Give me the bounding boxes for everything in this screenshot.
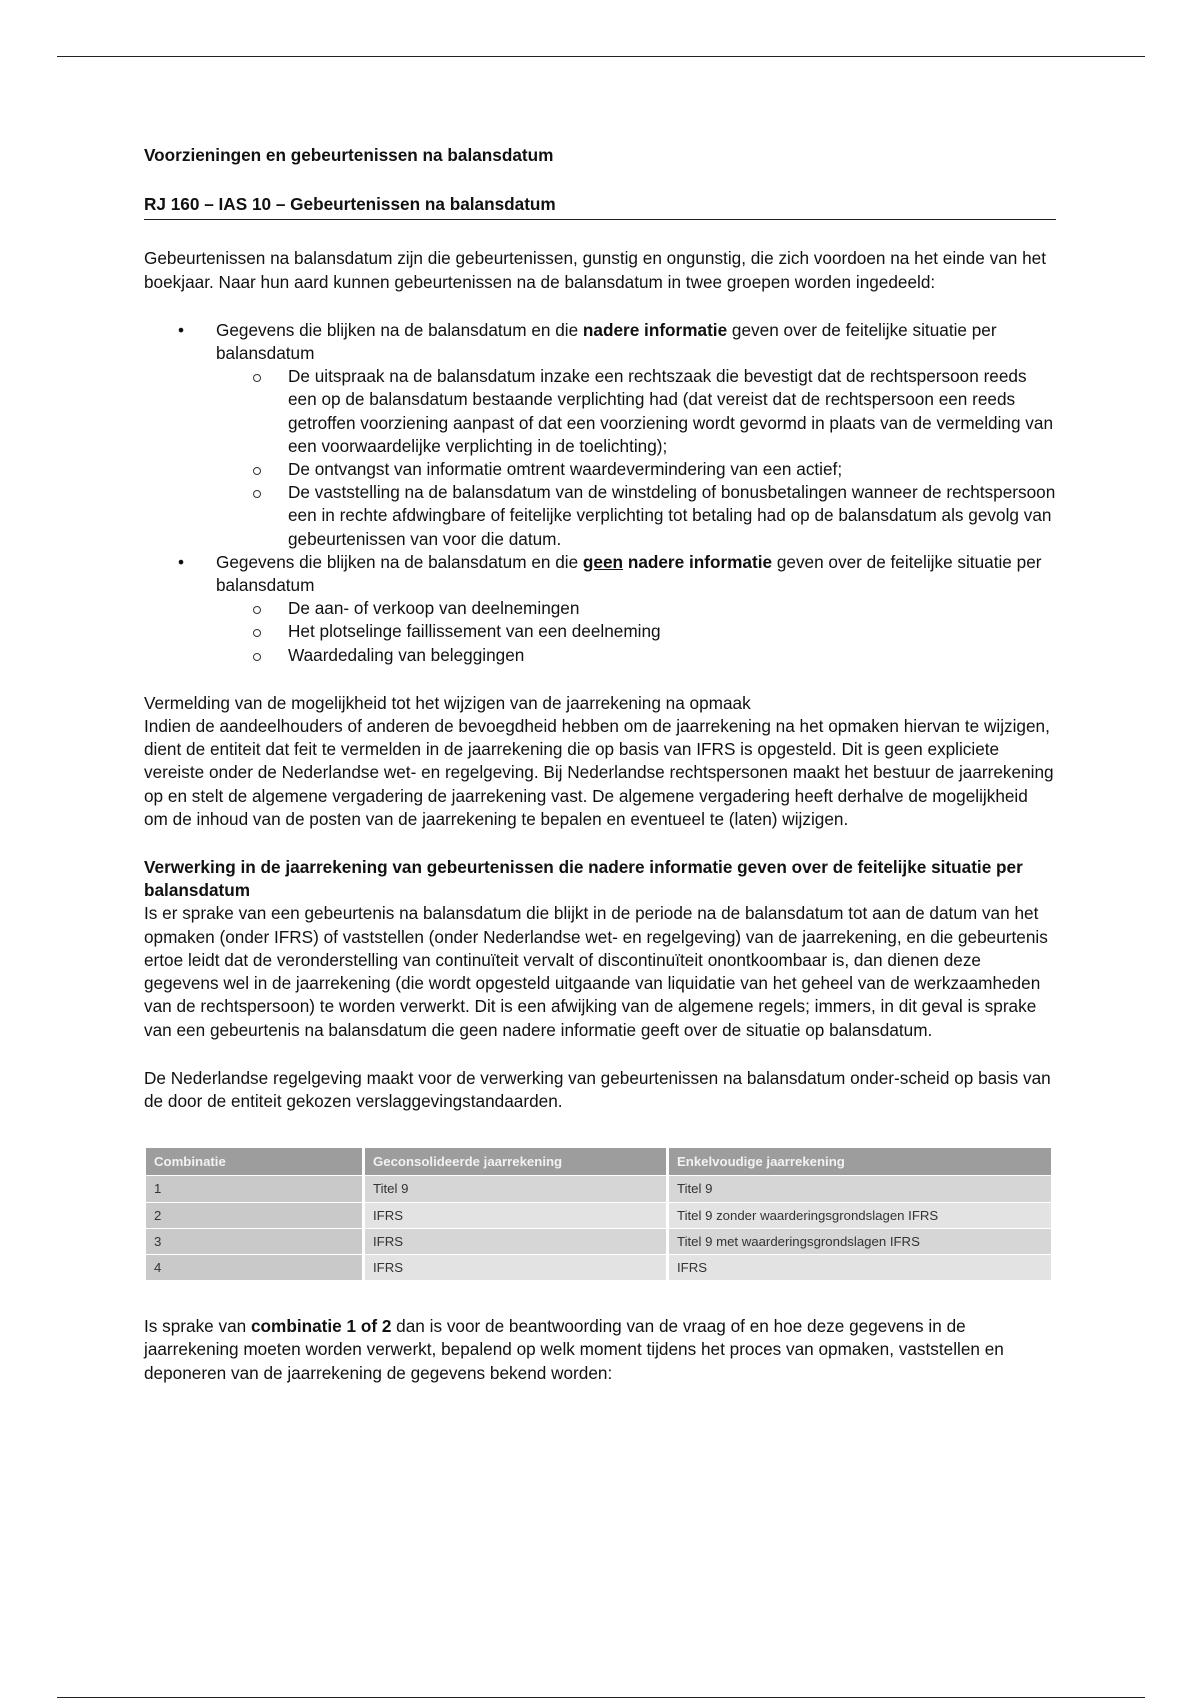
table-row [146, 1176, 1053, 1202]
list-item: Het plotselinge faillissement van een deelneming [216, 620, 1056, 643]
list-item: • Gegevens die blijken na de balansdatum en die nadere informatie geven over de feitelijke situatie per balansdatum De uitspraak na de balansdatum inzake een rechtszaak die bevestigt dat de rechtspersoon reeds een op de balansdatum bestaande verplichting had (dat vereist dat de rechtspersoon een reeds getroffen voorziening aanpast of dat een voorziening wordt gevormd in plaats van de vermelding van een voorwaardelijke verplichting in de toelichting); De ontvangst van informatie omtrent waardevermindering van een actief; De vaststelling na de balansdatum van de winstdeling of bonusbetalingen wanneer de rechtspersoon een in rechte afdwingbare of feitelijke verplichting tot betaling had op de balansdatum als gevolg van gebeurtenissen van voor die datum. [144, 319, 1056, 551]
column-header: Enkelvoudige jaarrekening [668, 1148, 1053, 1176]
table-cell: Titel 9 [364, 1176, 668, 1202]
table-cell: IFRS [364, 1202, 668, 1228]
sub-list [216, 365, 1056, 551]
table-cell: 2 [146, 1202, 364, 1228]
table-cell: Titel 9 [668, 1176, 1053, 1202]
combination-table [146, 1148, 1054, 1280]
table-row [146, 1254, 1053, 1280]
table-cell: IFRS [364, 1228, 668, 1254]
table-row [146, 1202, 1053, 1228]
sub-list [216, 597, 1056, 667]
section-paragraph: Is er sprake van een gebeurtenis na balansdatum die blijkt in de periode na de balansdatum tot aan de datum van het opmaken (onder IFRS) of vaststellen (onder Nederlandse wet- en regelgeving) van de jaarrekening, en die gebeurtenis ertoe leidt dat de veronderstelling van continuïteit vervalt of discontinuïteit onontkoombaar is, dan dienen deze gegevens wel in de jaarrekening (die wordt opgesteld uitgaande van liquidatie van het geheel van de werkzaamheden van de rechtspersoon) te worden verwerkt. Dit is een afwijking van de algemene regels; immers, in dit geval is sprake van een gebeurtenis na balansdatum die geen nadere informatie geeft over de situatie op balansdatum. [144, 903, 1048, 1040]
table-cell: 4 [146, 1254, 364, 1280]
wijzigen-section [144, 692, 1056, 831]
list-item: • Gegevens die blijken na de balansdatum en die geen nadere informatie geven over de feitelijke situatie per balansdatum De aan- of verkoop van deelnemingen Het plotselinge faillissement van een deelneming Waardedaling van beleggingen [144, 551, 1056, 667]
list-item: De vaststelling na de balansdatum van de winstdeling of bonusbetalingen wanneer de rechtspersoon een in rechte afdwingbare of feitelijke verplichting tot betaling had op de balansdatum als gevolg van gebeurtenissen van voor die datum. [216, 481, 1056, 551]
section-title: RJ 160 – IAS 10 – Gebeurtenissen na balansdatum [144, 193, 1056, 220]
table-cell: 1 [146, 1176, 364, 1202]
intro-paragraph: Gebeurtenissen na balansdatum zijn die gebeurtenissen, gunstig en ongunstig, die zich voordoen na het einde van het boekjaar. Naar hun aard kunnen gebeurtenissen na de balansdatum in twee groepen worden ingedeeld: [144, 248, 1047, 292]
table-cell: IFRS [364, 1254, 668, 1280]
table-header-row [146, 1148, 1053, 1176]
footer-rule [57, 1697, 1145, 1698]
list-item: De ontvangst van informatie omtrent waardevermindering van een actief; [216, 458, 1056, 481]
column-header: Combinatie [146, 1148, 364, 1176]
table-cell: Titel 9 zonder waarderingsgrondslagen IFRS [668, 1202, 1053, 1228]
table-cell: Titel 9 met waarderingsgrondslagen IFRS [668, 1228, 1053, 1254]
table-row [146, 1228, 1053, 1254]
section-heading: Vermelding van de mogelijkheid tot het wijzigen van de jaarrekening na opmaak [144, 692, 751, 713]
category-list [144, 319, 1056, 667]
document-body [144, 144, 1056, 1385]
list-item: De aan- of verkoop van deelnemingen [216, 597, 1056, 620]
section-paragraph: Indien de aandeelhouders of anderen de bevoegdheid hebben om de jaarrekening na het opmaken hiervan te wijzigen, dient de entiteit dat feit te vermelden in de jaarrekening die op basis van IFRS is opgesteld. Dit is geen expliciete vereiste onder de Nederlandse wet- en regelgeving. Bij Nederlandse rechtspersonen maakt het bestuur de jaarrekening op en stelt de algemene vergadering de jaarrekening vast. De algemene vergadering heeft derhalve de mogelijkheid om de inhoud van de posten van de jaarrekening te bepalen en eventueel te (laten) wijzigen. [144, 716, 1054, 829]
verwerking-section [144, 856, 1056, 1042]
list-item: De uitspraak na de balansdatum inzake een rechtszaak die bevestigt dat de rechtspersoon reeds een op de balansdatum bestaande verplichting had (dat vereist dat de rechtspersoon een reeds getroffen voorziening aanpast of dat een voorziening wordt gevormd in plaats van de vermelding van een voorwaardelijke verplichting in de toelichting); [216, 365, 1056, 458]
document-title: Voorzieningen en gebeurtenissen na balansdatum [144, 145, 554, 165]
column-header: Geconsolideerde jaarrekening [364, 1148, 668, 1176]
list-item: Waardedaling van beleggingen [216, 644, 1056, 667]
section-heading: Verwerking in de jaarrekening van gebeurtenissen die nadere informatie geven over de feitelijke situatie per balansdatum [144, 857, 1023, 901]
header-rule [57, 56, 1145, 57]
regelgeving-paragraph: De Nederlandse regelgeving maakt voor de verwerking van gebeurtenissen na balansdatum onder-scheid op basis van de door de entiteit gekozen verslaggevingstandaarden. [144, 1067, 1051, 1111]
table-cell: 3 [146, 1228, 364, 1254]
final-paragraph: Is sprake van combinatie 1 of 2 dan is voor de beantwoording van de vraag of en hoe deze gegevens in de jaarrekening moeten worden verwerkt, bepalend op welk moment tijdens het proces van opmaken, vaststellen en deponeren van de jaarrekening de gegevens bekend worden: [144, 1316, 1004, 1383]
table-cell: IFRS [668, 1254, 1053, 1280]
